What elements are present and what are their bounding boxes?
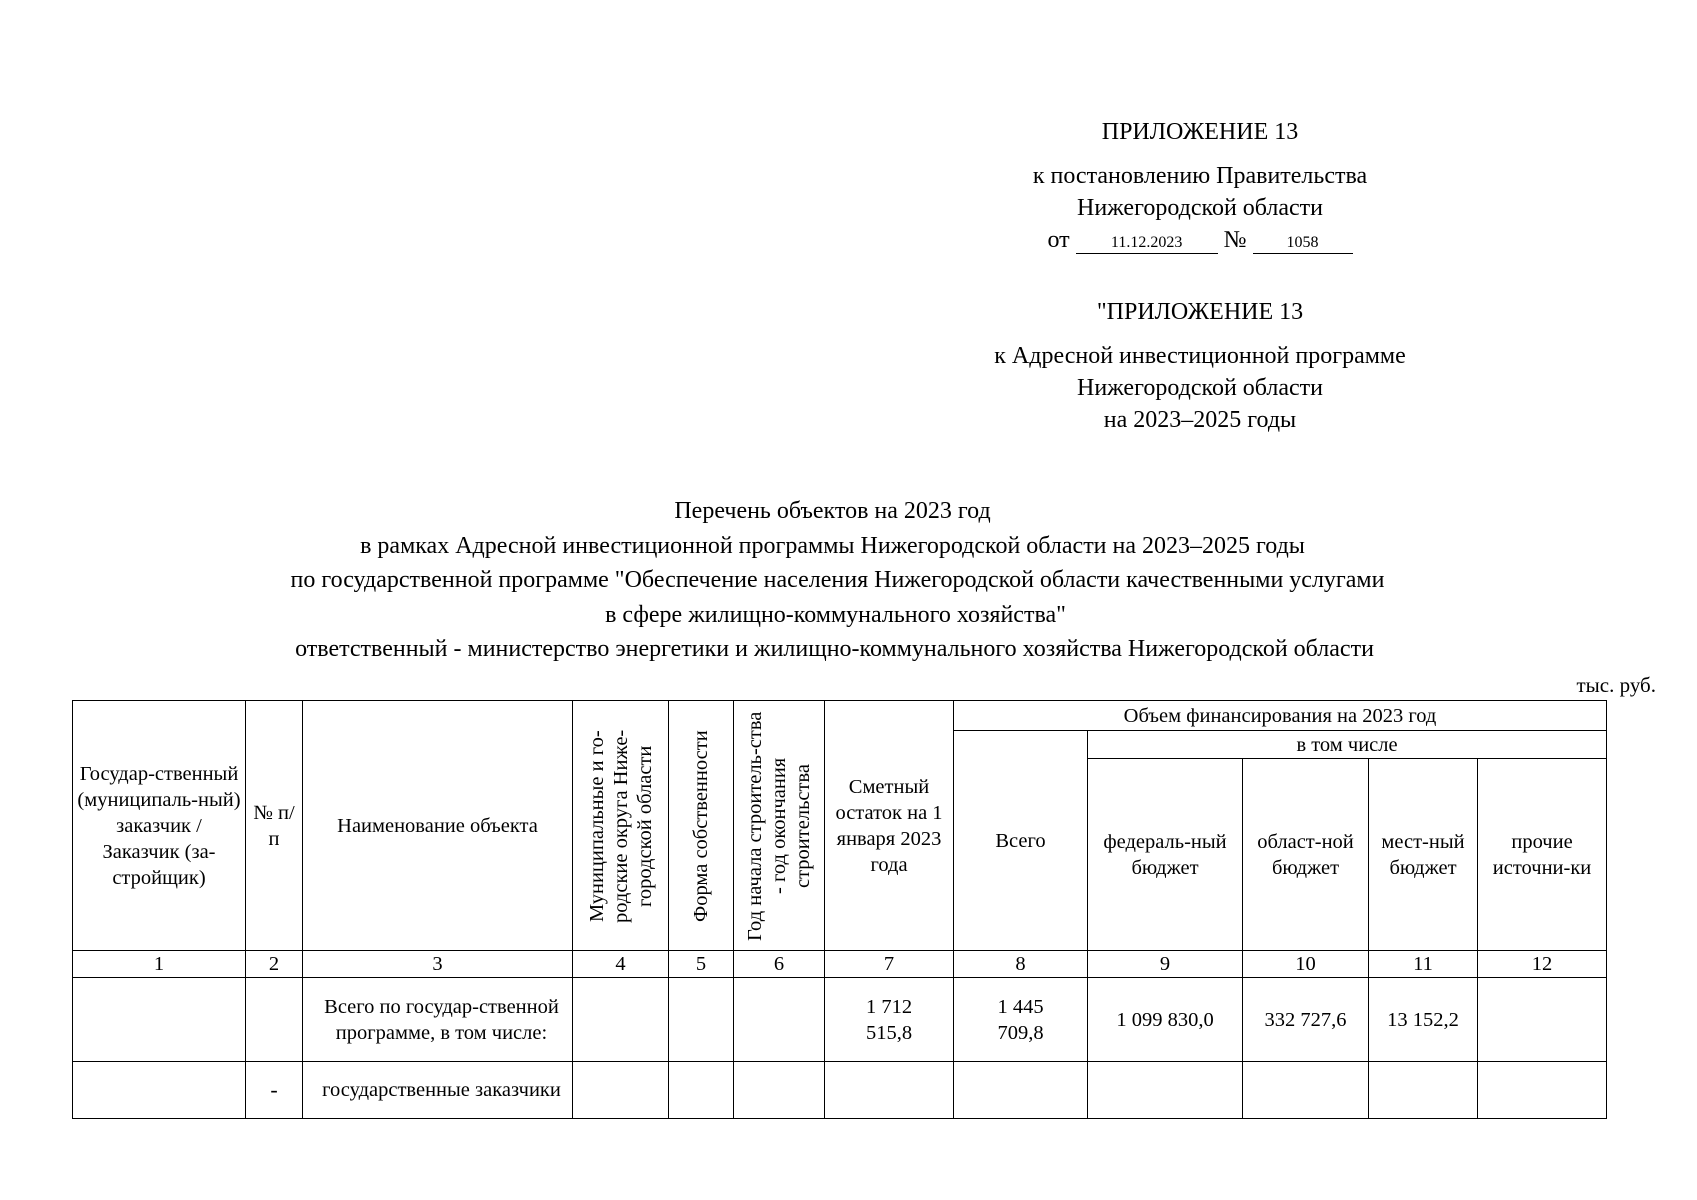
cell-other bbox=[1478, 978, 1607, 1062]
resolution-number: 1058 bbox=[1253, 233, 1353, 254]
header-municipality bbox=[573, 701, 669, 951]
header-federal: федераль-ный бюджет bbox=[1088, 759, 1243, 951]
cell-regional bbox=[1243, 1062, 1369, 1119]
cell-total: 1 445 709,8 bbox=[954, 978, 1088, 1062]
table-row-total bbox=[73, 978, 1607, 1062]
column-number: 4 bbox=[573, 951, 669, 978]
cell-other bbox=[1478, 1062, 1607, 1119]
column-number: 11 bbox=[1369, 951, 1478, 978]
program-annex-header bbox=[940, 296, 1460, 436]
header-years bbox=[734, 701, 825, 951]
annex-header bbox=[940, 116, 1460, 256]
cell-federal: 1 099 830,0 bbox=[1088, 978, 1243, 1062]
units-label: тыс. руб. bbox=[1576, 673, 1656, 697]
header-number: № п/п bbox=[246, 701, 303, 951]
header-estimate-balance: Сметный остаток на 1 января 2023 года bbox=[825, 701, 954, 951]
cell-local: 13 152,2 bbox=[1369, 978, 1478, 1062]
title-line-2: в рамках Адресной инвестиционной программы Нижегородской области на 2023–2025 годы bbox=[360, 532, 1305, 559]
cell-object-name: государственные заказчики bbox=[303, 1062, 573, 1119]
title-line-4: в сфере жилищно-коммунального хозяйства" bbox=[605, 601, 1066, 628]
header-regional: област-ной бюджет bbox=[1243, 759, 1369, 951]
cell-municipality bbox=[573, 978, 669, 1062]
number-sign: № bbox=[1223, 227, 1247, 253]
cell-federal bbox=[1088, 1062, 1243, 1119]
header-ownership bbox=[669, 701, 734, 951]
cell-estimate-balance: 1 712 515,8 bbox=[825, 978, 954, 1062]
header-years-text: Год начала строитель-ства - год окончания строительства bbox=[744, 710, 814, 941]
annex-date-number-line bbox=[940, 224, 1460, 256]
cell-municipality bbox=[573, 1062, 669, 1119]
header-object-name: Наименование объекта bbox=[303, 701, 573, 951]
column-number: 2 bbox=[246, 951, 303, 978]
header-other: прочие источни-ки bbox=[1478, 759, 1607, 951]
resolution-date: 11.12.2023 bbox=[1076, 233, 1218, 254]
cell-object-name: Всего по государ-ственной программе, в том числе: bbox=[303, 978, 573, 1062]
cell-ownership bbox=[669, 1062, 734, 1119]
cell-regional: 332 727,6 bbox=[1243, 978, 1369, 1062]
header-total: Всего bbox=[954, 731, 1088, 951]
column-number: 1 bbox=[73, 951, 246, 978]
column-number: 5 bbox=[669, 951, 734, 978]
column-number: 9 bbox=[1088, 951, 1243, 978]
column-number: 10 bbox=[1243, 951, 1369, 978]
title-line-3: по государственной программе "Обеспечение населения Нижегородской области качественными услугами bbox=[290, 567, 1385, 593]
column-number: 8 bbox=[954, 951, 1088, 978]
header-financing-volume: Объем финансирования на 2023 год bbox=[954, 701, 1607, 731]
column-number: 7 bbox=[825, 951, 954, 978]
program-annex-line1: к Адресной инвестиционной программе bbox=[994, 343, 1406, 369]
column-number: 6 bbox=[734, 951, 825, 978]
column-number: 12 bbox=[1478, 951, 1607, 978]
cell-customer bbox=[73, 1062, 246, 1119]
cell-total bbox=[954, 1062, 1088, 1119]
header-ownership-text: Форма собственности bbox=[690, 729, 712, 922]
cell-local bbox=[1369, 1062, 1478, 1119]
cell-number: - bbox=[246, 1062, 303, 1119]
cell-customer bbox=[73, 978, 246, 1062]
title-line-5: ответственный - министерство энергетики и жилищно-коммунального хозяйства Нижегородской области bbox=[295, 636, 1374, 662]
header-including: в том числе bbox=[1088, 731, 1607, 759]
column-numbers-row bbox=[73, 951, 1607, 978]
program-annex-line3: на 2023–2025 годы bbox=[1103, 407, 1297, 433]
program-annex-line2: Нижегородской области bbox=[1076, 375, 1324, 401]
cell-years bbox=[734, 1062, 825, 1119]
cell-ownership bbox=[669, 978, 734, 1062]
column-number: 3 bbox=[303, 951, 573, 978]
document-title bbox=[0, 494, 1697, 667]
table-row-state-customers bbox=[73, 1062, 1607, 1119]
header-municipality-text: Муниципальные и го-родские округа Ниже-городской области bbox=[585, 728, 656, 923]
objects-table bbox=[72, 700, 1607, 1119]
annex-region-line: Нижегородской области bbox=[1076, 195, 1324, 221]
title-line-1: Перечень объектов на 2023 год bbox=[674, 498, 991, 524]
header-customer: Государ-ственный (муниципаль-ный) заказчик / Заказчик (за-стройщик) bbox=[73, 701, 246, 951]
header-local: мест-ный бюджет bbox=[1369, 759, 1478, 951]
cell-estimate-balance bbox=[825, 1062, 954, 1119]
cell-number bbox=[246, 978, 303, 1062]
annex-resolution-line: к постановлению Правительства bbox=[1032, 163, 1368, 189]
cell-years bbox=[734, 978, 825, 1062]
program-annex-title: "ПРИЛОЖЕНИЕ 13 bbox=[1096, 299, 1304, 325]
annex-title: ПРИЛОЖЕНИЕ 13 bbox=[1101, 119, 1299, 145]
date-prefix: от bbox=[1047, 227, 1070, 253]
